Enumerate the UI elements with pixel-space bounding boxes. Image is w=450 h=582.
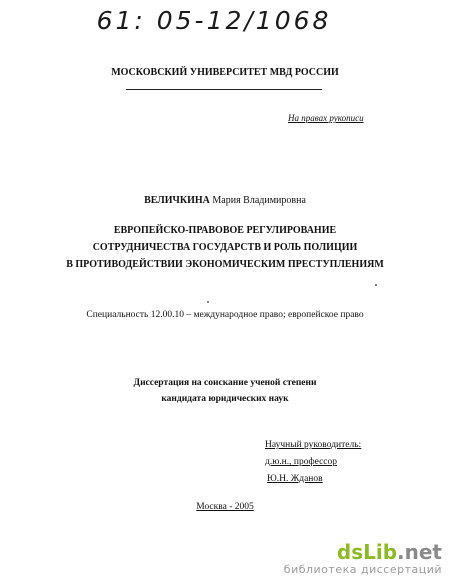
specialty-line: Специальность 12.00.10 – международное право; европейское право <box>86 310 364 320</box>
author-surname: ВЕЛИЧКИНА <box>144 195 210 206</box>
header-divider <box>126 89 322 90</box>
scientific-advisor <box>265 437 361 488</box>
title-line: СОТРУДНИЧЕСТВА ГОСУДАРСТВ И РОЛЬ ПОЛИЦИИ <box>92 242 358 253</box>
logo-main-text: dsLib <box>336 540 398 564</box>
dslib-logo <box>284 541 442 563</box>
advisor-name: Ю.Н. Жданов <box>267 474 323 484</box>
degree-line: кандидата юридических наук <box>161 394 289 404</box>
dslib-watermark[interactable] <box>284 541 442 576</box>
author-name <box>0 195 450 206</box>
author-given-names: Мария Владимировна <box>212 195 306 206</box>
degree-line: Диссертация на соискание ученой степени <box>133 378 317 388</box>
dissertation-title <box>0 222 450 273</box>
scan-speck <box>207 301 209 303</box>
title-line: В ПРОТИВОДЕЙСТВИИ ЭКОНОМИЧЕСКИМ ПРЕСТУПЛЕНИЯМ <box>66 259 384 270</box>
advisor-heading: Научный руководитель: <box>265 440 362 450</box>
scan-speck <box>375 284 377 286</box>
degree-statement <box>0 375 450 407</box>
title-line: ЕВРОПЕЙСКО-ПРАВОВОЕ РЕГУЛИРОВАНИЕ <box>113 225 337 236</box>
rights-note: На правах рукописи <box>288 113 364 123</box>
logo-domain-text: .net <box>397 540 442 564</box>
handwritten-archive-number: 61: 05-12/1068 <box>96 6 332 35</box>
city-year: Москва - 2005 <box>196 502 254 512</box>
advisor-degree: д.ю.н., профессор <box>265 457 338 467</box>
university-name: МОСКОВСКИЙ УНИВЕРСИТЕТ МВД РОССИИ <box>111 67 339 78</box>
watermark-caption: библиотека диссертаций <box>283 563 442 576</box>
